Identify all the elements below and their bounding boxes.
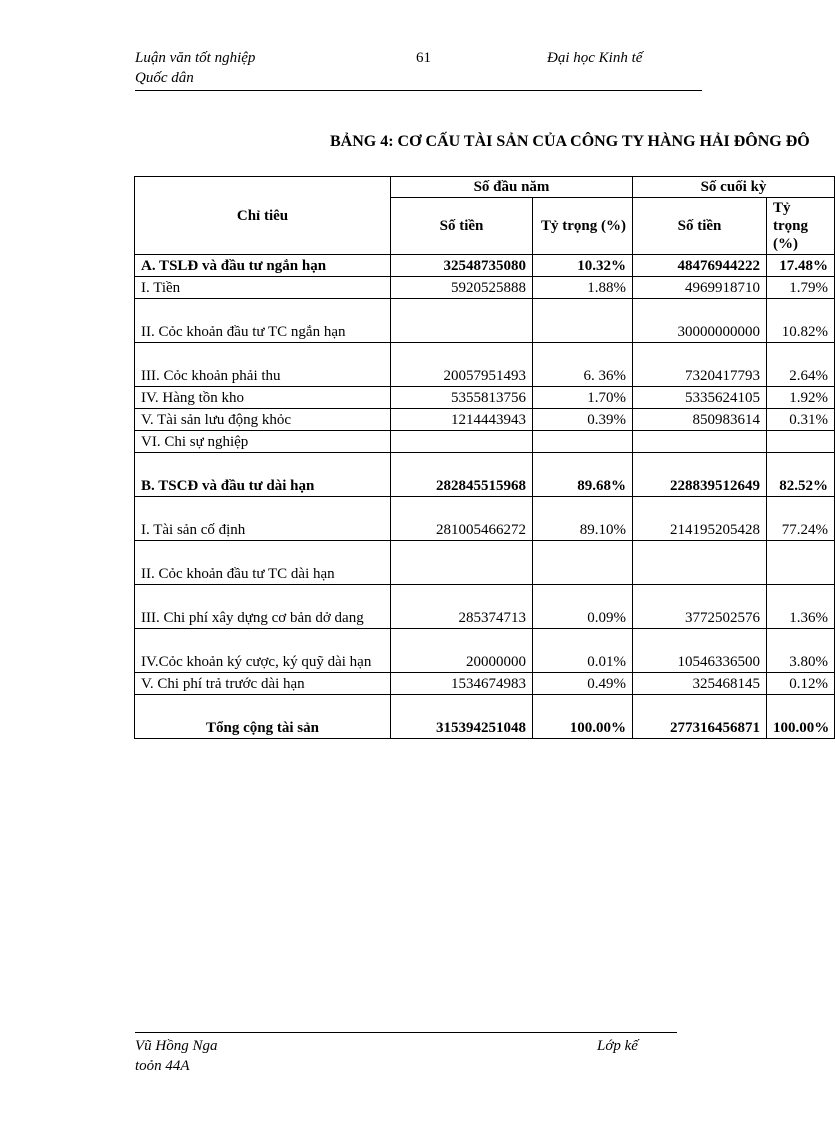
asset-structure-table <box>134 176 835 739</box>
header-rule <box>135 90 702 91</box>
end-share-cell: 2.64% <box>767 343 835 387</box>
row-label: II. Cỏc khoản đầu tư TC dài hạn <box>135 541 391 585</box>
row-label: B. TSCĐ và đầu tư dài hạn <box>135 453 391 497</box>
table-row <box>135 409 835 431</box>
start-share-cell: 0.49% <box>533 673 633 695</box>
start-share-cell: 6. 36% <box>533 343 633 387</box>
end-share-cell: 10.82% <box>767 299 835 343</box>
table-row <box>135 387 835 409</box>
end-amount-cell: 48476944222 <box>633 255 767 277</box>
start-amount-cell: 315394251048 <box>391 695 533 739</box>
footer-rule <box>135 1032 677 1033</box>
start-amount-cell <box>391 541 533 585</box>
start-amount-header: Số tiền <box>391 198 533 255</box>
row-label: V. Tài sản lưu động khỏc <box>135 409 391 431</box>
start-share-cell: 89.10% <box>533 497 633 541</box>
end-share-cell: 17.48% <box>767 255 835 277</box>
end-amount-header: Số tiền <box>633 198 767 255</box>
start-share-cell: 0.01% <box>533 629 633 673</box>
end-share-cell: 100.00% <box>767 695 835 739</box>
row-label: V. Chi phí trả trước dài hạn <box>135 673 391 695</box>
end-share-cell: 1.92% <box>767 387 835 409</box>
footer-left-line2: toỏn 44A <box>135 1058 190 1074</box>
end-share-cell <box>767 431 835 453</box>
end-amount-cell: 7320417793 <box>633 343 767 387</box>
end-amount-cell: 3772502576 <box>633 585 767 629</box>
start-share-cell: 1.70% <box>533 387 633 409</box>
start-amount-cell: 20057951493 <box>391 343 533 387</box>
table-row <box>135 541 835 585</box>
header-left-line1: Luận văn tốt nghiệp <box>135 50 256 66</box>
end-amount-cell: 214195205428 <box>633 497 767 541</box>
table-row <box>135 343 835 387</box>
end-amount-cell: 850983614 <box>633 409 767 431</box>
start-share-header: Tỷ trọng (%) <box>533 198 633 255</box>
end-amount-cell: 325468145 <box>633 673 767 695</box>
start-share-cell: 1.88% <box>533 277 633 299</box>
group-start-header: Số đầu năm <box>391 177 633 198</box>
end-amount-cell: 10546336500 <box>633 629 767 673</box>
start-amount-cell <box>391 299 533 343</box>
start-amount-cell: 281005466272 <box>391 497 533 541</box>
start-share-cell <box>533 299 633 343</box>
group-end-header: Số cuối kỳ <box>633 177 835 198</box>
row-label: I. Tài sản cố định <box>135 497 391 541</box>
end-amount-cell <box>633 541 767 585</box>
row-label: Tổng cộng tài sản <box>135 695 391 739</box>
row-label: A. TSLĐ và đầu tư ngắn hạn <box>135 255 391 277</box>
col-indicator-header: Chỉ tiêu <box>135 177 391 255</box>
row-label: IV. Hàng tồn kho <box>135 387 391 409</box>
start-share-cell <box>533 431 633 453</box>
row-label: IV.Cỏc khoản ký cược, ký quỹ dài hạn <box>135 629 391 673</box>
end-amount-cell: 30000000000 <box>633 299 767 343</box>
table-row <box>135 299 835 343</box>
end-share-cell: 0.31% <box>767 409 835 431</box>
start-share-cell: 0.09% <box>533 585 633 629</box>
end-share-cell: 0.12% <box>767 673 835 695</box>
page-number: 61 <box>416 50 431 66</box>
start-share-cell: 0.39% <box>533 409 633 431</box>
end-share-cell: 82.52% <box>767 453 835 497</box>
end-share-cell: 1.36% <box>767 585 835 629</box>
table-row <box>135 585 835 629</box>
start-amount-cell: 1214443943 <box>391 409 533 431</box>
end-amount-cell: 5335624105 <box>633 387 767 409</box>
start-amount-cell: 285374713 <box>391 585 533 629</box>
table-row <box>135 497 835 541</box>
end-amount-cell: 228839512649 <box>633 453 767 497</box>
row-label: III. Chi phí xây dựng cơ bản dở dang <box>135 585 391 629</box>
table-row <box>135 255 835 277</box>
start-amount-cell: 5920525888 <box>391 277 533 299</box>
start-amount-cell <box>391 431 533 453</box>
end-share-header: Tỷ trọng (%) <box>767 198 835 255</box>
footer-right: Lớp kế <box>597 1038 638 1054</box>
table-row <box>135 629 835 673</box>
table-row <box>135 277 835 299</box>
start-amount-cell: 32548735080 <box>391 255 533 277</box>
start-share-cell: 89.68% <box>533 453 633 497</box>
end-share-cell: 3.80% <box>767 629 835 673</box>
end-amount-cell: 277316456871 <box>633 695 767 739</box>
table-row <box>135 673 835 695</box>
start-amount-cell: 5355813756 <box>391 387 533 409</box>
table-title: BẢNG 4: CƠ CẤU TÀI SẢN CỦA CÔNG TY HÀNG HẢI ĐÔNG ĐÔ <box>330 133 810 150</box>
row-label: II. Cỏc khoản đầu tư TC ngắn hạn <box>135 299 391 343</box>
end-amount-cell: 4969918710 <box>633 277 767 299</box>
end-share-cell: 77.24% <box>767 497 835 541</box>
start-amount-cell: 282845515968 <box>391 453 533 497</box>
row-label: I. Tiền <box>135 277 391 299</box>
footer-left-line1: Vũ Hồng Nga <box>135 1038 218 1054</box>
asset-structure-table-wrapper <box>134 176 830 739</box>
table-row <box>135 453 835 497</box>
start-amount-cell: 20000000 <box>391 629 533 673</box>
row-label: VI. Chi sự nghiệp <box>135 431 391 453</box>
row-label: III. Cỏc khoản phải thu <box>135 343 391 387</box>
end-share-cell <box>767 541 835 585</box>
header-left-line2: Quốc dân <box>135 70 194 86</box>
start-share-cell: 100.00% <box>533 695 633 739</box>
start-share-cell: 10.32% <box>533 255 633 277</box>
table-row <box>135 431 835 453</box>
start-share-cell <box>533 541 633 585</box>
end-share-cell: 1.79% <box>767 277 835 299</box>
header-right: Đại học Kinh tế <box>547 50 643 66</box>
end-amount-cell <box>633 431 767 453</box>
table-row <box>135 695 835 739</box>
start-amount-cell: 1534674983 <box>391 673 533 695</box>
